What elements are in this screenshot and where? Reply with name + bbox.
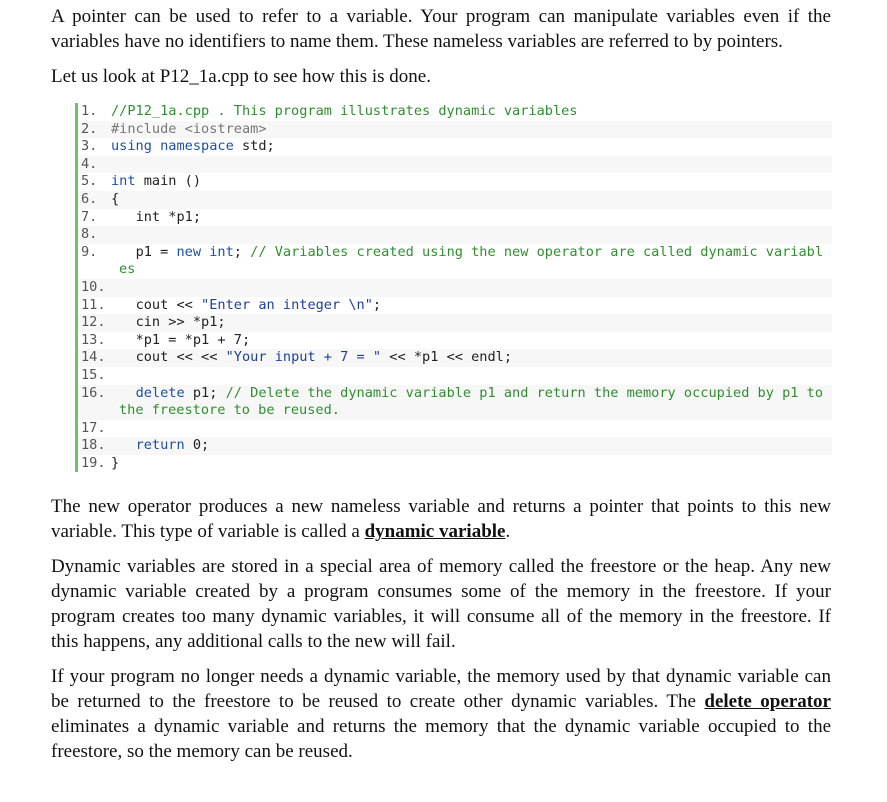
code-token: //P12_1a.cpp . This program illustrates dynamic variables — [111, 103, 578, 119]
line-number: 1. — [81, 103, 98, 119]
code-token: } — [111, 454, 120, 471]
code-text — [111, 156, 832, 174]
code-token: delete — [135, 384, 185, 401]
line-number: 7. — [81, 208, 98, 225]
line-number: 11. — [81, 296, 106, 313]
code-token: #include <iostream> — [111, 120, 267, 137]
code-text — [111, 332, 832, 350]
code-text — [111, 349, 832, 367]
line-number: 4. — [81, 155, 98, 172]
code-token: cin >> *p1; — [111, 314, 226, 331]
line-number: 19. — [81, 454, 106, 471]
line-number: 8. — [81, 226, 98, 243]
code-text — [111, 209, 832, 227]
code-line — [75, 385, 832, 420]
code-token: the freestore to be reused. — [119, 402, 340, 419]
code-text — [111, 437, 832, 455]
line-number: 15. — [81, 366, 106, 383]
code-line — [75, 332, 832, 350]
code-token: new int — [176, 243, 234, 260]
code-text — [111, 226, 832, 244]
code-token: return — [135, 437, 185, 454]
line-number: 12. — [81, 314, 106, 331]
code-token: ; — [233, 243, 251, 260]
code-token: p1; — [184, 384, 226, 401]
code-text — [111, 121, 832, 139]
code-token: es — [119, 261, 136, 278]
code-token — [111, 437, 136, 453]
delete-operator-term: delete operator — [704, 691, 831, 713]
code-line — [75, 437, 832, 455]
code-line — [75, 226, 832, 244]
code-token: int *p1; — [111, 208, 202, 225]
line-number: 3. — [81, 138, 98, 155]
code-line — [75, 455, 832, 473]
code-line — [75, 209, 832, 227]
code-token: { — [111, 190, 120, 207]
code-token: main () — [135, 173, 202, 190]
code-token: *p1 = *p1 + 7; — [111, 331, 251, 348]
page-content — [51, 4, 831, 764]
code-line — [75, 367, 832, 385]
line-number: 10. — [81, 278, 106, 295]
code-wrap — [111, 261, 832, 279]
line-number: 14. — [81, 349, 106, 366]
intro-listing-reference: Let us look at P12_1a.cpp to see how this is done. — [51, 66, 431, 87]
code-token — [111, 385, 136, 401]
code-line — [75, 297, 832, 315]
intro-paragraph: A pointer can be used to refer to a variable. Your program can manipulate variables even if the variables have no identifiers to name them. These nameless variables are referred to by pointers. — [51, 6, 831, 52]
code-line — [75, 173, 832, 191]
line-number: 18. — [81, 437, 106, 454]
line-number: 6. — [81, 190, 98, 207]
freestore-paragraph: Dynamic variables are stored in a special area of memory called the freestore or the heap. Any new dynamic variable created by a program consumes some of the memory in the freestore. If your program creates too many dynamic variables, it will consume all of the memory in the freestore. If this happens, any additional calls to the new will fail. — [51, 556, 831, 653]
code-text — [111, 191, 832, 209]
code-text — [111, 138, 832, 156]
line-number: 13. — [81, 331, 106, 348]
line-number: 17. — [81, 419, 106, 436]
code-token: int — [111, 173, 136, 190]
code-token: cout << << — [111, 349, 226, 366]
code-token: 0; — [184, 437, 210, 454]
code-line — [75, 420, 832, 438]
new-operator-paragraph — [51, 494, 831, 544]
code-line — [75, 279, 832, 297]
code-line — [75, 138, 832, 156]
code-wrap — [111, 402, 832, 420]
code-text — [111, 297, 832, 315]
line-number: 5. — [81, 173, 98, 190]
code-token: "Your input + 7 = " — [225, 349, 382, 366]
code-token: std; — [233, 138, 275, 155]
code-token: // Delete the dynamic variable p1 and return the memory occupied by p1 to — [225, 384, 824, 401]
code-line — [75, 191, 832, 209]
code-token: // Variables created using the new operator are called dynamic variabl — [250, 243, 824, 260]
code-text — [111, 279, 832, 297]
code-text — [111, 367, 832, 385]
code-line — [75, 314, 832, 332]
dynamic-variable-term: dynamic variable — [364, 521, 506, 543]
code-text — [111, 103, 832, 121]
line-number: 2. — [81, 120, 98, 137]
code-text — [111, 314, 832, 332]
code-line — [75, 103, 832, 121]
code-line — [75, 244, 832, 279]
new-operator-text-end: . — [505, 521, 511, 543]
new-operator-text: The new operator produces a new nameless variable and returns a pointer that points to this new variable. This type of variable is called a — [51, 496, 831, 543]
delete-operator-text: If your program no longer needs a dynamic variable, the memory used by that dynamic variable can be returned to the freestore to be reused to create other dynamic variables. The — [51, 666, 831, 713]
delete-operator-text-end: eliminates a dynamic variable and returns the memory that the dynamic variable occupied to the freestore, so the memory can be reused. — [51, 716, 831, 763]
code-token: cout << — [111, 296, 202, 313]
line-number: 9. — [81, 243, 98, 260]
line-number: 16. — [81, 384, 106, 401]
code-token: using namespace — [111, 138, 234, 155]
code-text — [111, 173, 832, 191]
code-text — [111, 244, 832, 279]
code-token: "Enter an integer \n" — [201, 296, 373, 313]
code-token: p1 = — [111, 243, 177, 260]
code-text — [111, 455, 832, 473]
code-line — [75, 349, 832, 367]
code-line — [75, 156, 832, 174]
code-token: ; — [372, 296, 382, 313]
code-line — [75, 121, 832, 139]
code-text — [111, 385, 832, 420]
code-token: << *p1 << endl; — [381, 349, 513, 366]
code-text — [111, 420, 832, 438]
code-listing — [75, 103, 832, 472]
delete-operator-paragraph — [51, 664, 831, 764]
